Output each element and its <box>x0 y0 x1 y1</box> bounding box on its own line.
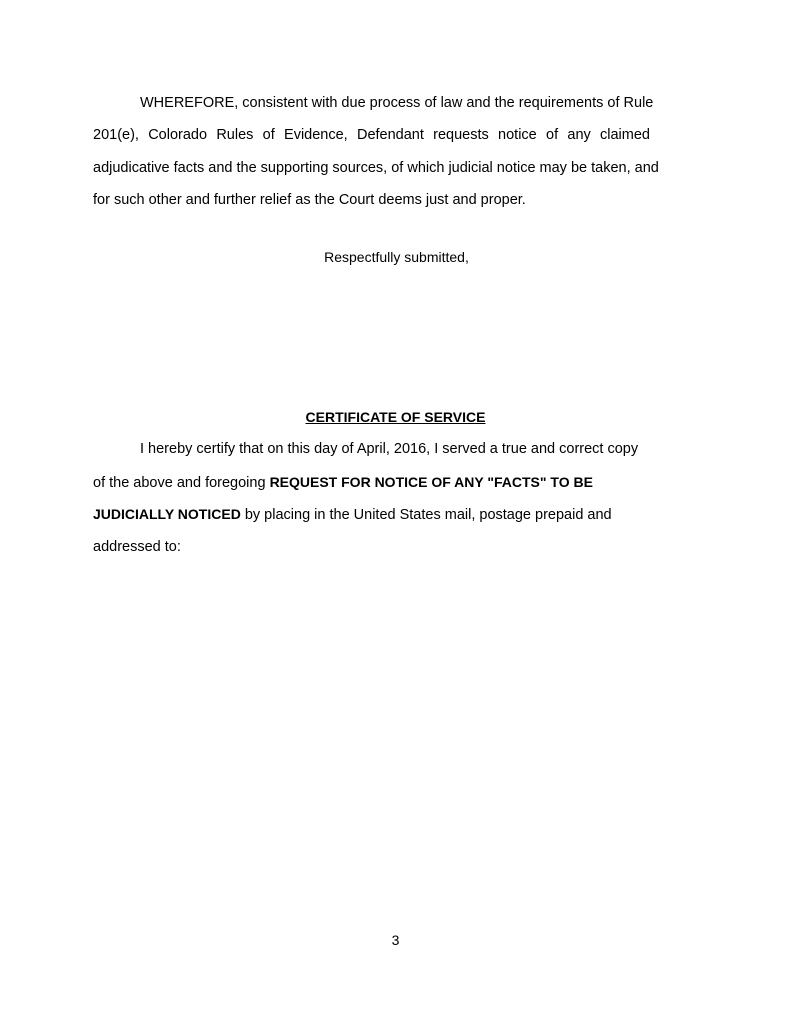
wherefore-line-4: for such other and further relief as the Court deems just and proper. <box>93 192 526 208</box>
certificate-line-4: addressed to: <box>93 539 181 555</box>
wherefore-line-2: 201(e), Colorado Rules of Evidence, Defendant requests notice of any claimed <box>93 127 650 143</box>
page-number: 3 <box>391 932 400 948</box>
certificate-line-2 <box>93 474 650 492</box>
certificate-heading: CERTIFICATE OF SERVICE <box>305 409 486 425</box>
certificate-line-3-text: by placing in the United States mail, postage prepaid and <box>240 507 612 523</box>
document-title-part-2: JUDICIALLY NOTICED <box>93 506 241 522</box>
wherefore-line-1: WHEREFORE, consistent with due process of law and the requirements of Rule <box>140 95 654 111</box>
closing-signoff: Respectfully submitted, <box>324 249 469 265</box>
certificate-line-1: I hereby certify that on this day of April, 2016, I served a true and correct copy <box>140 441 639 457</box>
document-title-part-1: REQUEST FOR NOTICE OF ANY "FACTS" TO BE <box>269 474 593 490</box>
certificate-line-2-text: of the above and foregoing <box>93 475 270 491</box>
wherefore-line-3: adjudicative facts and the supporting sources, of which judicial notice may be taken, and <box>93 160 659 176</box>
certificate-line-3 <box>93 506 650 524</box>
